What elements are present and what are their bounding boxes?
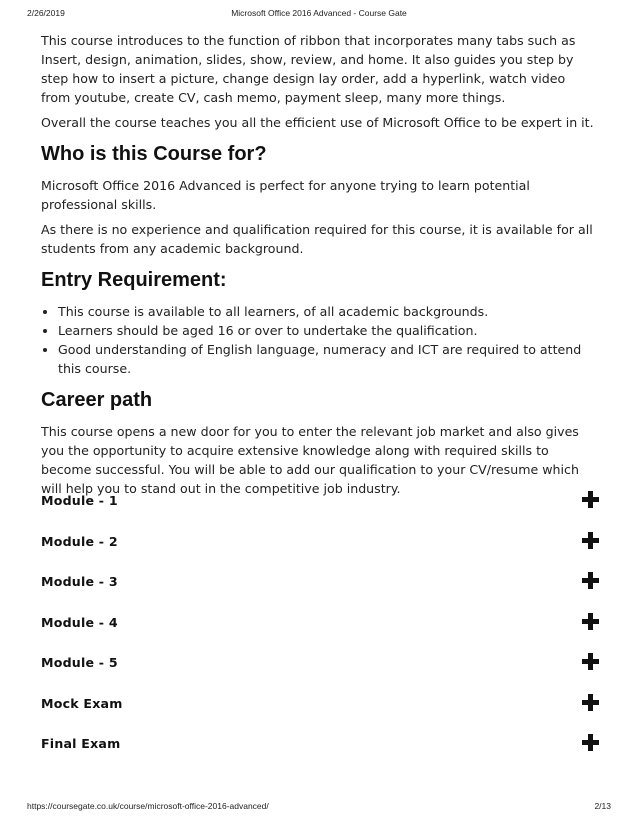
who-for-paragraph-2: As there is no experience and qualification required for this course, it is available for all students from any academic background. (41, 222, 593, 256)
career-path-paragraph: This course opens a new door for you to enter the relevant job market and also gives you the opportunity to acquire extensive knowledge along with required skills to become successful. You will be able to add our qualification to your CV/resume which will help you to stand out in the competitive job industry. (41, 424, 579, 496)
print-header (0, 8, 638, 22)
intro-summary-paragraph: Overall the course teaches you all the efficient use of Microsoft Office to be expert in it. (41, 115, 594, 130)
accordion-item-label: Module - 1 (41, 493, 118, 508)
plus-icon[interactable] (582, 491, 599, 508)
accordion-item-module-1[interactable] (41, 486, 599, 527)
print-page-number: 2/13 (594, 801, 611, 811)
accordion-item-label: Module - 5 (41, 655, 118, 670)
accordion-item-label: Module - 2 (41, 533, 118, 549)
print-date: 2/26/2019 (27, 8, 65, 18)
print-footer (0, 801, 638, 815)
print-page-title: Microsoft Office 2016 Advanced - Course Gate (231, 8, 407, 18)
intro-paragraph: This course introduces to the function of ribbon that incorporates many tabs such as Insert, design, animation, slides, show, review, and home. It also guides you step by step how to insert a picture, change design lay order, add a hyperlink, watch video from youtube, create CV, cash memo, payment sleep, many more things. (41, 33, 576, 105)
accordion-item-label: Final Exam (41, 736, 121, 751)
module-accordion (41, 486, 599, 770)
entry-requirement-list (41, 302, 597, 378)
plus-icon[interactable] (582, 694, 599, 711)
who-for-heading: Who is this Course for? (41, 143, 267, 165)
list-item: • Good understanding of English language, numeracy and ICT are required to attend this course. (58, 340, 597, 378)
accordion-item-module-4[interactable] (41, 608, 599, 649)
accordion-item-label: Module - 3 (41, 574, 118, 589)
accordion-item-module-5[interactable] (41, 648, 599, 689)
plus-icon[interactable] (582, 613, 599, 630)
plus-icon[interactable] (582, 532, 599, 549)
entry-requirement-heading: Entry Requirement: (41, 269, 227, 291)
list-item: • Learners should be aged 16 or over to undertake the qualification. (58, 321, 597, 340)
list-item: • This course is available to all learners, of all academic backgrounds. (58, 302, 597, 321)
plus-icon[interactable] (582, 653, 599, 670)
accordion-item-module-3[interactable] (41, 567, 599, 608)
course-description (41, 31, 597, 504)
accordion-item-final-exam[interactable] (41, 729, 599, 770)
accordion-item-label: Mock Exam (41, 695, 123, 711)
plus-icon[interactable] (582, 734, 599, 751)
career-path-heading: Career path (41, 389, 153, 411)
print-url: https://coursegate.co.uk/course/microsoft-office-2016-advanced/ (27, 801, 269, 811)
plus-icon[interactable] (582, 572, 599, 589)
accordion-item-mock-exam[interactable] (41, 689, 599, 730)
accordion-item-module-2[interactable] (41, 527, 599, 568)
accordion-item-label: Module - 4 (41, 614, 118, 630)
who-for-paragraph: Microsoft Office 2016 Advanced is perfect for anyone trying to learn potential professional skills. (41, 178, 530, 212)
